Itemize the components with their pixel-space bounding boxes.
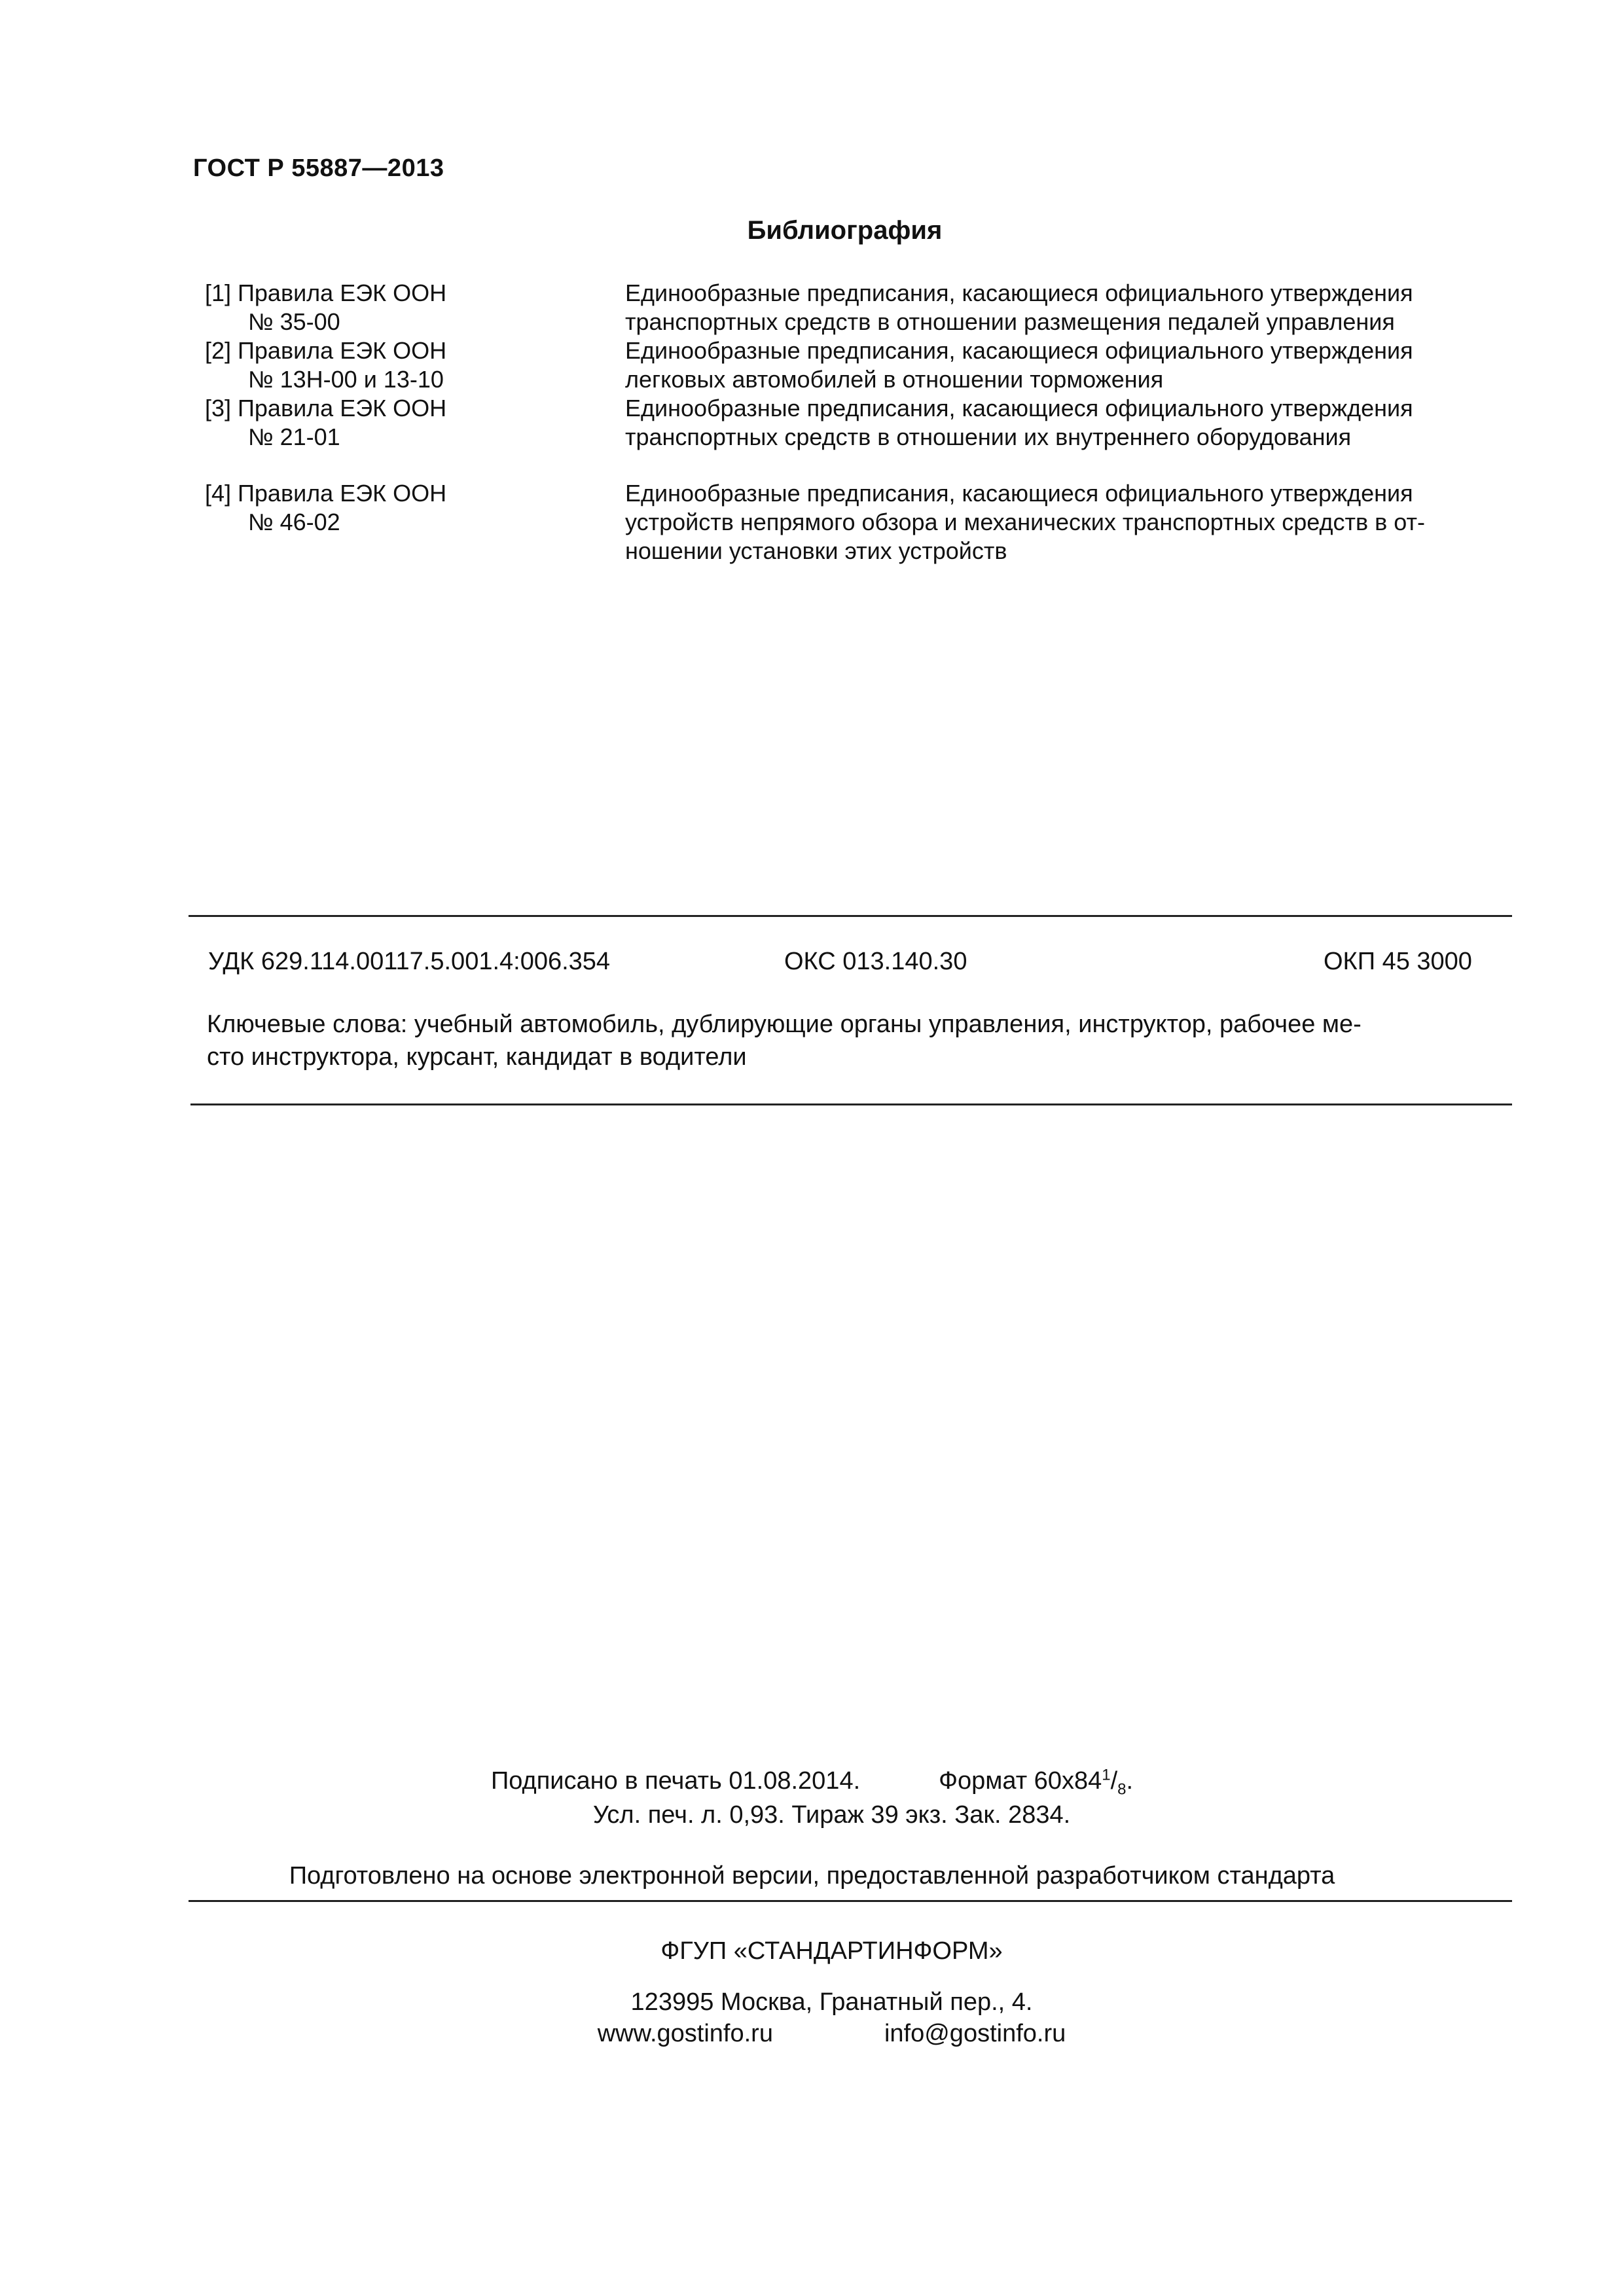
document-header: ГОСТ Р 55887—2013 — [193, 154, 444, 182]
bib-ref-3-desc-line: транспортных средств в отношении их внутреннего оборудования — [625, 423, 1352, 450]
bib-ref-1-description — [625, 279, 1413, 336]
bib-ref-4-desc-line: Единообразные предписания, касающиеся официального утверждения — [625, 480, 1413, 507]
print-info: Усл. печ. л. 0,93. Тираж 39 экз. Зак. 2834. — [592, 1801, 1071, 1829]
bib-ref-1-number — [205, 279, 446, 336]
bib-ref-2-number — [205, 336, 446, 394]
bib-ref-4-code: № 46-02 — [248, 509, 340, 535]
bib-ref-4-title: [4] Правила ЕЭК ООН — [205, 480, 447, 507]
bib-ref-2-desc-line: Единообразные предписания, касающиеся официального утверждения — [625, 337, 1413, 364]
bib-ref-4-desc-line: устройств непрямого обзора и механических транспортных средств в от- — [625, 509, 1425, 535]
top-divider — [189, 915, 1512, 917]
bottom-divider — [190, 1103, 1512, 1105]
bib-ref-3-number — [205, 394, 446, 452]
bib-ref-2-desc-line: легковых автомобилей в отношении торможения — [625, 366, 1164, 393]
bib-ref-1-title: [1] Правила ЕЭК ООН — [205, 279, 447, 306]
keywords-line: Ключевые слова: учебный автомобиль, дублирующие органы управления, инструктор, рабочее ме- — [207, 1011, 1362, 1038]
publisher-name: ФГУП «СТАНДАРТИНФОРМ» — [660, 1937, 1003, 1965]
bib-ref-3-desc-line: Единообразные предписания, касающиеся официального утверждения — [625, 395, 1413, 422]
bibliography-title: Библиография — [747, 216, 943, 245]
format-suffix: . — [1126, 1767, 1134, 1795]
bib-ref-1-desc-line: Единообразные предписания, касающиеся официального утверждения — [625, 279, 1413, 306]
publisher-contacts — [0, 2020, 1624, 2048]
format-prefix: Формат 60х84 — [939, 1767, 1102, 1795]
bib-ref-1-code: № 35-00 — [248, 308, 340, 335]
oks-code: ОКС 013.140.30 — [784, 948, 967, 975]
format-numerator: 1 — [1102, 1766, 1111, 1784]
keywords-line: сто инструктора, курсант, кандидат в водители — [207, 1043, 747, 1071]
bib-ref-2-description — [625, 336, 1413, 394]
prepared-note: Подготовлено на основе электронной версии, предоставленной разработчиком стандарта — [289, 1862, 1335, 1890]
email-link[interactable]: info@gostinfo.ru — [884, 2020, 1066, 2047]
publisher-address: 123995 Москва, Гранатный пер., 4. — [630, 1988, 1033, 2016]
bib-ref-4-desc-line: ношении установки этих устройств — [625, 537, 1007, 564]
okp-code: ОКП 45 3000 — [1324, 948, 1472, 975]
bib-ref-4-number — [205, 479, 446, 537]
bib-ref-4-description — [625, 479, 1425, 565]
imprint-divider — [189, 1900, 1512, 1902]
bib-ref-2-title: [2] Правила ЕЭК ООН — [205, 337, 447, 364]
website-link[interactable]: www.gostinfo.ru — [597, 2020, 773, 2047]
udk-code: УДК 629.114.00117.5.001.4:006.354 — [208, 948, 611, 975]
bib-ref-1-desc-line: транспортных средств в отношении размещения педалей управления — [625, 308, 1395, 335]
format-denominator: 8 — [1117, 1780, 1127, 1799]
keywords — [207, 1008, 1490, 1073]
imprint-line-1 — [0, 1766, 1624, 1799]
bib-ref-3-code: № 21-01 — [248, 423, 340, 450]
bib-ref-2-code: № 13Н-00 и 13-10 — [248, 366, 444, 393]
paper-format: Формат $60х84^1/_8$. — [939, 1766, 1134, 1799]
bib-ref-3-title: [3] Правила ЕЭК ООН — [205, 395, 447, 422]
signed-date: Подписано в печать 01.08.2014. — [490, 1767, 861, 1795]
bib-ref-3-description — [625, 394, 1413, 452]
